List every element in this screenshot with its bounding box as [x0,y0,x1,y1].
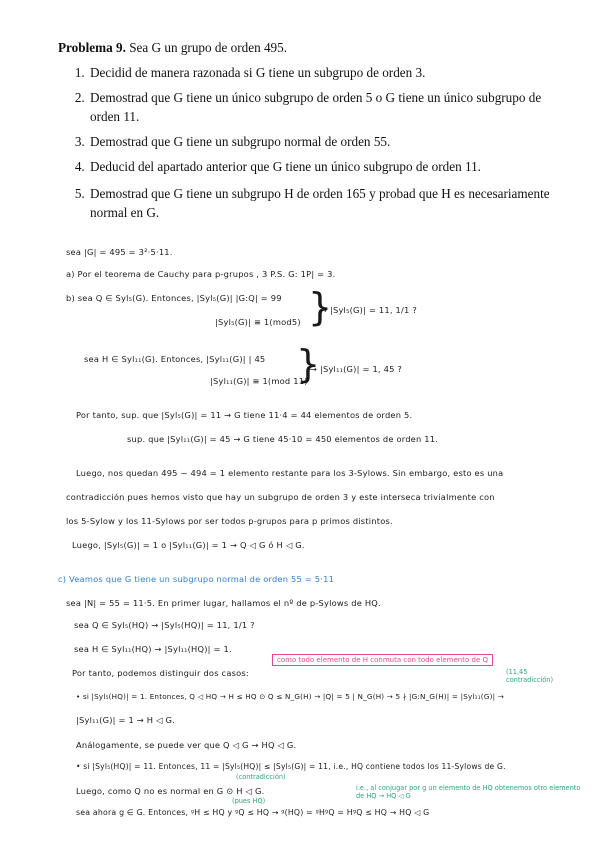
note-sup-1: Por tanto, sup. que |Syl₅(G)| = 11 → G tiene 11·4 = 44 elementos de orden 5. [76,410,413,420]
problem-header [58,38,558,57]
note-green-2: i.e., al conjugar por g un elemento de HQ obtenemos otro elemento de HQ → HQ ◁ G [356,784,581,800]
problem-list [58,63,558,222]
note-c-9: Luego, como Q no es normal en G ⊙ H ◁ G. [76,786,265,796]
note-sup-2: sup. que |Syl₁₁(G)| = 45 → G tiene 45·10 = 450 elementos de orden 11. [127,434,439,444]
note-c-6: |Syl₁₁(G)| = 1 → H ◁ G. [76,715,175,725]
note-c-8: • si |Syl₅(HQ)| = 11. Entonces, 11 = |Syl₅(HQ)| ≤ |Syl₅(G)| = 11, i.e., HQ contiene todos los 11-Sylows de G. [76,762,506,771]
note-pink-box: como todo elemento de H conmuta con todo elemento de Q [272,654,493,666]
note-part-a: a) Por el teorema de Cauchy para p-grupos , 3 P.S. G: 1P| = 3. [66,269,336,279]
note-c-4: Por tanto, podemos distinguir dos casos: [72,668,249,678]
problem-item-5: 5. Demostrad que G tiene un subgrupo H de orden 165 y probad que H es necesariamente normal en G. [88,184,558,222]
problem-item-3: 3. Demostrad que G tiene un subgrupo normal de orden 55. [88,132,558,151]
note-green-mid: (contradicción) [236,773,286,781]
note-syl11-3: → |Syl₁₁(G)| = 1, 45 ? [310,364,402,374]
note-conclusion-2: contradicción pues hemos visto que hay un subgrupo de orden 3 y este interseca trivialmente con [66,492,495,502]
note-c-7: Análogamente, se puede ver que Q ◁ G → HQ ◁ G. [76,740,297,750]
brace-1: } [308,285,333,329]
note-green-small: (pues HQ) [232,797,266,805]
note-part-b-3: → |Syl₅(G)| = 11, 1/1 ? [320,305,417,315]
problem-item-4: 4. Deducid del apartado anterior que G tiene un único subgrupo de orden 11. [88,157,558,176]
note-c-3: sea H ∈ Syl₁₁(HQ) → |Syl₁₁(HQ)| = 1. [74,644,232,654]
problem-title: Problema 9. [58,40,126,55]
note-c-5: • si |Syl₅(HQ)| = 1. Entonces, Q ◁ HQ → H ≤ HQ ⊙ Q ≤ N_G(H) → |Q| = 5 | N_G(H) → 5 ∤ |G:N_G(H)| = |Syl₁₁(G)| → [76,692,504,701]
note-conclusion-4: Luego, |Syl₅(G)| = 1 o |Syl₁₁(G)| = 1 → Q ◁ G ó H ◁ G. [72,540,305,550]
note-syl11-2: |Syl₁₁(G)| ≡ 1(mod 11) [210,376,308,386]
note-part-b-1: b) sea Q ∈ Syl₅(G). Entonces, |Syl₅(G)| |G:Q| = 99 [66,293,282,303]
note-conclusion-3: los 5-Sylow y los 11-Sylows por ser todos p-grupos para p primos distintos. [66,516,393,526]
note-c-10: sea ahora g ∈ G. Entonces, ᵍH ≤ HQ y ᵍQ ≤ HQ → ᵍ(HQ) = ᵍHᵍQ = HᵍQ ≤ HQ → HQ ◁ G [76,808,430,817]
note-syl11-1: sea H ∈ Syl₁₁(G). Entonces, |Syl₁₁(G)| | 45 [84,354,266,364]
problem-statement [58,38,558,228]
brace-2: } [296,342,321,386]
problem-item-1: 1. Decidid de manera razonada si G tiene un subgrupo de orden 3. [88,63,558,82]
note-c-2: sea Q ∈ Syl₅(HQ) → |Syl₅(HQ)| = 11, 1/1 ? [74,620,255,630]
note-c-1: sea |N| = 55 = 11·5. En primer lugar, hallamos el nº de p-Sylows de HQ. [66,598,381,608]
note-part-b-2: |Syl₅(G)| ≡ 1(mod5) [215,317,301,327]
note-part-c-title: c) Veamos que G tiene un subgrupo normal de orden 55 = 5·11 [58,574,335,584]
problem-intro: Sea G un grupo de orden 495. [129,40,288,55]
note-order: sea |G| = 495 = 3²·5·11. [66,247,173,257]
note-green-right: (11,45 contradicción) [506,668,554,684]
problem-item-2: 2. Demostrad que G tiene un único subgrupo de orden 5 o G tiene un único subgrupo de orden 11. [88,88,558,126]
note-conclusion-1: Luego, nos quedan 495 − 494 = 1 elemento restante para los 3-Sylows. Sin embargo, esto es una [76,468,504,478]
